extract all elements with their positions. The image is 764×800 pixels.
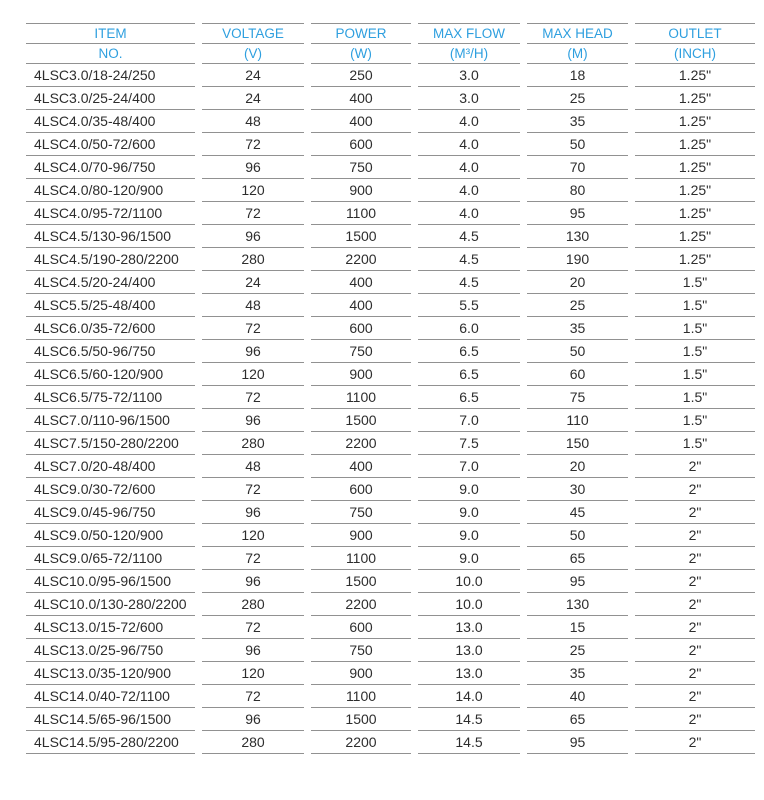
cell-power: 400 bbox=[311, 87, 411, 110]
cell-outlet: 2" bbox=[635, 524, 755, 547]
cell-max-head: 25 bbox=[527, 639, 628, 662]
cell-max-flow: 4.5 bbox=[418, 271, 520, 294]
cell-max-head: 35 bbox=[527, 110, 628, 133]
cell-voltage: 280 bbox=[202, 432, 304, 455]
cell-item-no: 4LSC7.0/110-96/1500 bbox=[26, 409, 195, 432]
cell-outlet: 1.25" bbox=[635, 64, 755, 87]
cell-outlet: 1.25" bbox=[635, 156, 755, 179]
cell-voltage: 72 bbox=[202, 547, 304, 570]
table-row bbox=[26, 593, 755, 616]
table-row bbox=[26, 202, 755, 225]
table-row bbox=[26, 432, 755, 455]
cell-item-no: 4LSC6.5/60-120/900 bbox=[26, 363, 195, 386]
cell-outlet: 2" bbox=[635, 662, 755, 685]
cell-outlet: 2" bbox=[635, 547, 755, 570]
cell-outlet: 2" bbox=[635, 455, 755, 478]
cell-power: 900 bbox=[311, 363, 411, 386]
cell-max-flow: 9.0 bbox=[418, 524, 520, 547]
cell-power: 900 bbox=[311, 524, 411, 547]
cell-voltage: 72 bbox=[202, 202, 304, 225]
cell-max-head: 25 bbox=[527, 294, 628, 317]
cell-outlet: 1.5" bbox=[635, 294, 755, 317]
cell-power: 600 bbox=[311, 317, 411, 340]
cell-max-flow: 4.0 bbox=[418, 179, 520, 202]
cell-max-head: 130 bbox=[527, 593, 628, 616]
cell-outlet: 2" bbox=[635, 593, 755, 616]
cell-power: 1500 bbox=[311, 225, 411, 248]
cell-power: 250 bbox=[311, 64, 411, 87]
cell-outlet: 1.25" bbox=[635, 202, 755, 225]
cell-item-no: 4LSC5.5/25-48/400 bbox=[26, 294, 195, 317]
table-row bbox=[26, 570, 755, 593]
cell-max-flow: 7.5 bbox=[418, 432, 520, 455]
table-row bbox=[26, 685, 755, 708]
cell-item-no: 4LSC7.5/150-280/2200 bbox=[26, 432, 195, 455]
table-row bbox=[26, 409, 755, 432]
cell-max-flow: 7.0 bbox=[418, 409, 520, 432]
cell-power: 400 bbox=[311, 294, 411, 317]
cell-outlet: 1.5" bbox=[635, 363, 755, 386]
cell-voltage: 48 bbox=[202, 294, 304, 317]
cell-item-no: 4LSC6.0/35-72/600 bbox=[26, 317, 195, 340]
col-header-item: ITEM bbox=[26, 23, 195, 44]
cell-power: 900 bbox=[311, 179, 411, 202]
table-row bbox=[26, 455, 755, 478]
cell-max-head: 20 bbox=[527, 271, 628, 294]
cell-max-flow: 6.5 bbox=[418, 363, 520, 386]
cell-power: 1100 bbox=[311, 685, 411, 708]
cell-power: 600 bbox=[311, 616, 411, 639]
cell-outlet: 2" bbox=[635, 685, 755, 708]
table-row bbox=[26, 225, 755, 248]
cell-item-no: 4LSC4.5/130-96/1500 bbox=[26, 225, 195, 248]
cell-max-head: 18 bbox=[527, 64, 628, 87]
cell-power: 2200 bbox=[311, 248, 411, 271]
cell-max-head: 35 bbox=[527, 317, 628, 340]
cell-voltage: 96 bbox=[202, 501, 304, 524]
pump-spec-table bbox=[19, 23, 762, 754]
cell-power: 1500 bbox=[311, 409, 411, 432]
cell-max-flow: 6.5 bbox=[418, 340, 520, 363]
cell-outlet: 1.5" bbox=[635, 317, 755, 340]
cell-power: 1500 bbox=[311, 708, 411, 731]
cell-voltage: 120 bbox=[202, 524, 304, 547]
table-row bbox=[26, 501, 755, 524]
cell-max-flow: 6.0 bbox=[418, 317, 520, 340]
cell-power: 1100 bbox=[311, 547, 411, 570]
cell-max-head: 60 bbox=[527, 363, 628, 386]
cell-voltage: 48 bbox=[202, 110, 304, 133]
cell-outlet: 2" bbox=[635, 708, 755, 731]
cell-voltage: 280 bbox=[202, 731, 304, 754]
cell-item-no: 4LSC4.0/35-48/400 bbox=[26, 110, 195, 133]
cell-power: 1100 bbox=[311, 386, 411, 409]
header-row-labels bbox=[26, 23, 755, 44]
table-row bbox=[26, 179, 755, 202]
cell-voltage: 96 bbox=[202, 156, 304, 179]
cell-max-head: 30 bbox=[527, 478, 628, 501]
cell-max-flow: 7.0 bbox=[418, 455, 520, 478]
cell-max-flow: 14.5 bbox=[418, 708, 520, 731]
cell-max-flow: 13.0 bbox=[418, 639, 520, 662]
cell-voltage: 72 bbox=[202, 685, 304, 708]
cell-max-head: 65 bbox=[527, 708, 628, 731]
cell-item-no: 4LSC4.5/190-280/2200 bbox=[26, 248, 195, 271]
table-row bbox=[26, 524, 755, 547]
cell-item-no: 4LSC13.0/15-72/600 bbox=[26, 616, 195, 639]
cell-item-no: 4LSC4.0/95-72/1100 bbox=[26, 202, 195, 225]
table-row bbox=[26, 317, 755, 340]
table-row bbox=[26, 616, 755, 639]
table-row bbox=[26, 363, 755, 386]
cell-power: 400 bbox=[311, 455, 411, 478]
col-unit-max-head: (M) bbox=[527, 44, 628, 64]
cell-power: 750 bbox=[311, 501, 411, 524]
cell-max-flow: 13.0 bbox=[418, 662, 520, 685]
table-row bbox=[26, 662, 755, 685]
cell-power: 2200 bbox=[311, 731, 411, 754]
cell-max-flow: 3.0 bbox=[418, 87, 520, 110]
cell-outlet: 1.5" bbox=[635, 340, 755, 363]
cell-max-flow: 4.0 bbox=[418, 202, 520, 225]
cell-outlet: 1.25" bbox=[635, 225, 755, 248]
cell-item-no: 4LSC4.5/20-24/400 bbox=[26, 271, 195, 294]
table-row bbox=[26, 110, 755, 133]
cell-max-head: 65 bbox=[527, 547, 628, 570]
col-header-max-head: MAX HEAD bbox=[527, 23, 628, 44]
col-unit-item: NO. bbox=[26, 44, 195, 64]
cell-max-flow: 9.0 bbox=[418, 501, 520, 524]
cell-item-no: 4LSC10.0/130-280/2200 bbox=[26, 593, 195, 616]
col-unit-max-flow: (M³/H) bbox=[418, 44, 520, 64]
cell-outlet: 1.5" bbox=[635, 409, 755, 432]
cell-item-no: 4LSC9.0/65-72/1100 bbox=[26, 547, 195, 570]
cell-outlet: 1.25" bbox=[635, 87, 755, 110]
cell-power: 750 bbox=[311, 639, 411, 662]
cell-voltage: 96 bbox=[202, 570, 304, 593]
cell-voltage: 120 bbox=[202, 662, 304, 685]
cell-power: 400 bbox=[311, 110, 411, 133]
cell-max-head: 110 bbox=[527, 409, 628, 432]
table-row bbox=[26, 294, 755, 317]
cell-outlet: 1.5" bbox=[635, 432, 755, 455]
cell-outlet: 1.25" bbox=[635, 248, 755, 271]
cell-max-head: 15 bbox=[527, 616, 628, 639]
cell-item-no: 4LSC14.5/95-280/2200 bbox=[26, 731, 195, 754]
cell-max-flow: 4.5 bbox=[418, 225, 520, 248]
cell-max-head: 50 bbox=[527, 524, 628, 547]
col-unit-voltage: (V) bbox=[202, 44, 304, 64]
cell-max-flow: 6.5 bbox=[418, 386, 520, 409]
cell-max-head: 20 bbox=[527, 455, 628, 478]
table-row bbox=[26, 731, 755, 754]
cell-item-no: 4LSC6.5/75-72/1100 bbox=[26, 386, 195, 409]
cell-outlet: 2" bbox=[635, 639, 755, 662]
cell-outlet: 1.25" bbox=[635, 179, 755, 202]
cell-max-head: 50 bbox=[527, 133, 628, 156]
header-row-units bbox=[26, 44, 755, 64]
cell-item-no: 4LSC4.0/50-72/600 bbox=[26, 133, 195, 156]
cell-max-head: 35 bbox=[527, 662, 628, 685]
cell-voltage: 120 bbox=[202, 179, 304, 202]
col-unit-outlet: (INCH) bbox=[635, 44, 755, 64]
cell-max-flow: 14.5 bbox=[418, 731, 520, 754]
cell-outlet: 1.25" bbox=[635, 133, 755, 156]
cell-voltage: 24 bbox=[202, 64, 304, 87]
cell-power: 750 bbox=[311, 340, 411, 363]
cell-item-no: 4LSC14.5/65-96/1500 bbox=[26, 708, 195, 731]
cell-voltage: 24 bbox=[202, 271, 304, 294]
cell-max-flow: 4.5 bbox=[418, 248, 520, 271]
cell-max-flow: 9.0 bbox=[418, 547, 520, 570]
cell-voltage: 96 bbox=[202, 639, 304, 662]
cell-power: 600 bbox=[311, 133, 411, 156]
cell-outlet: 2" bbox=[635, 616, 755, 639]
cell-item-no: 4LSC3.0/25-24/400 bbox=[26, 87, 195, 110]
cell-power: 600 bbox=[311, 478, 411, 501]
cell-max-head: 45 bbox=[527, 501, 628, 524]
cell-power: 2200 bbox=[311, 593, 411, 616]
cell-power: 750 bbox=[311, 156, 411, 179]
cell-voltage: 72 bbox=[202, 386, 304, 409]
cell-max-flow: 4.0 bbox=[418, 133, 520, 156]
cell-max-head: 190 bbox=[527, 248, 628, 271]
cell-item-no: 4LSC10.0/95-96/1500 bbox=[26, 570, 195, 593]
cell-voltage: 48 bbox=[202, 455, 304, 478]
cell-item-no: 4LSC13.0/25-96/750 bbox=[26, 639, 195, 662]
cell-item-no: 4LSC9.0/30-72/600 bbox=[26, 478, 195, 501]
cell-item-no: 4LSC9.0/50-120/900 bbox=[26, 524, 195, 547]
cell-max-head: 150 bbox=[527, 432, 628, 455]
col-header-voltage: VOLTAGE bbox=[202, 23, 304, 44]
cell-max-head: 70 bbox=[527, 156, 628, 179]
cell-voltage: 72 bbox=[202, 616, 304, 639]
cell-item-no: 4LSC4.0/70-96/750 bbox=[26, 156, 195, 179]
cell-max-head: 40 bbox=[527, 685, 628, 708]
cell-max-flow: 10.0 bbox=[418, 570, 520, 593]
cell-item-no: 4LSC7.0/20-48/400 bbox=[26, 455, 195, 478]
col-header-max-flow: MAX FLOW bbox=[418, 23, 520, 44]
cell-voltage: 72 bbox=[202, 478, 304, 501]
col-unit-power: (W) bbox=[311, 44, 411, 64]
cell-item-no: 4LSC13.0/35-120/900 bbox=[26, 662, 195, 685]
cell-max-head: 50 bbox=[527, 340, 628, 363]
cell-max-head: 130 bbox=[527, 225, 628, 248]
cell-item-no: 4LSC4.0/80-120/900 bbox=[26, 179, 195, 202]
cell-power: 1100 bbox=[311, 202, 411, 225]
cell-voltage: 280 bbox=[202, 593, 304, 616]
table-row bbox=[26, 639, 755, 662]
cell-voltage: 96 bbox=[202, 409, 304, 432]
table-row bbox=[26, 708, 755, 731]
cell-max-flow: 14.0 bbox=[418, 685, 520, 708]
cell-outlet: 2" bbox=[635, 478, 755, 501]
table-row bbox=[26, 156, 755, 179]
table-row bbox=[26, 248, 755, 271]
cell-voltage: 120 bbox=[202, 363, 304, 386]
cell-max-head: 95 bbox=[527, 570, 628, 593]
cell-voltage: 72 bbox=[202, 133, 304, 156]
cell-outlet: 2" bbox=[635, 570, 755, 593]
table-body bbox=[26, 64, 755, 754]
cell-max-flow: 5.5 bbox=[418, 294, 520, 317]
cell-max-flow: 10.0 bbox=[418, 593, 520, 616]
cell-voltage: 24 bbox=[202, 87, 304, 110]
cell-max-head: 95 bbox=[527, 202, 628, 225]
table-row bbox=[26, 87, 755, 110]
col-header-power: POWER bbox=[311, 23, 411, 44]
cell-max-head: 75 bbox=[527, 386, 628, 409]
table-row bbox=[26, 547, 755, 570]
table-row bbox=[26, 64, 755, 87]
cell-max-head: 25 bbox=[527, 87, 628, 110]
cell-max-flow: 9.0 bbox=[418, 478, 520, 501]
cell-max-head: 80 bbox=[527, 179, 628, 202]
table-row bbox=[26, 340, 755, 363]
cell-outlet: 1.5" bbox=[635, 271, 755, 294]
cell-voltage: 96 bbox=[202, 708, 304, 731]
cell-power: 900 bbox=[311, 662, 411, 685]
cell-power: 2200 bbox=[311, 432, 411, 455]
cell-voltage: 96 bbox=[202, 340, 304, 363]
cell-item-no: 4LSC14.0/40-72/1100 bbox=[26, 685, 195, 708]
cell-item-no: 4LSC3.0/18-24/250 bbox=[26, 64, 195, 87]
cell-max-flow: 13.0 bbox=[418, 616, 520, 639]
cell-max-flow: 3.0 bbox=[418, 64, 520, 87]
table-row bbox=[26, 133, 755, 156]
cell-max-flow: 4.0 bbox=[418, 110, 520, 133]
cell-item-no: 4LSC6.5/50-96/750 bbox=[26, 340, 195, 363]
cell-item-no: 4LSC9.0/45-96/750 bbox=[26, 501, 195, 524]
cell-max-head: 95 bbox=[527, 731, 628, 754]
cell-outlet: 2" bbox=[635, 501, 755, 524]
table-row bbox=[26, 478, 755, 501]
cell-outlet: 1.5" bbox=[635, 386, 755, 409]
col-header-outlet: OUTLET bbox=[635, 23, 755, 44]
table-row bbox=[26, 271, 755, 294]
cell-outlet: 1.25" bbox=[635, 110, 755, 133]
cell-power: 1500 bbox=[311, 570, 411, 593]
cell-voltage: 96 bbox=[202, 225, 304, 248]
cell-power: 400 bbox=[311, 271, 411, 294]
table-row bbox=[26, 386, 755, 409]
cell-voltage: 280 bbox=[202, 248, 304, 271]
cell-outlet: 2" bbox=[635, 731, 755, 754]
cell-max-flow: 4.0 bbox=[418, 156, 520, 179]
cell-voltage: 72 bbox=[202, 317, 304, 340]
